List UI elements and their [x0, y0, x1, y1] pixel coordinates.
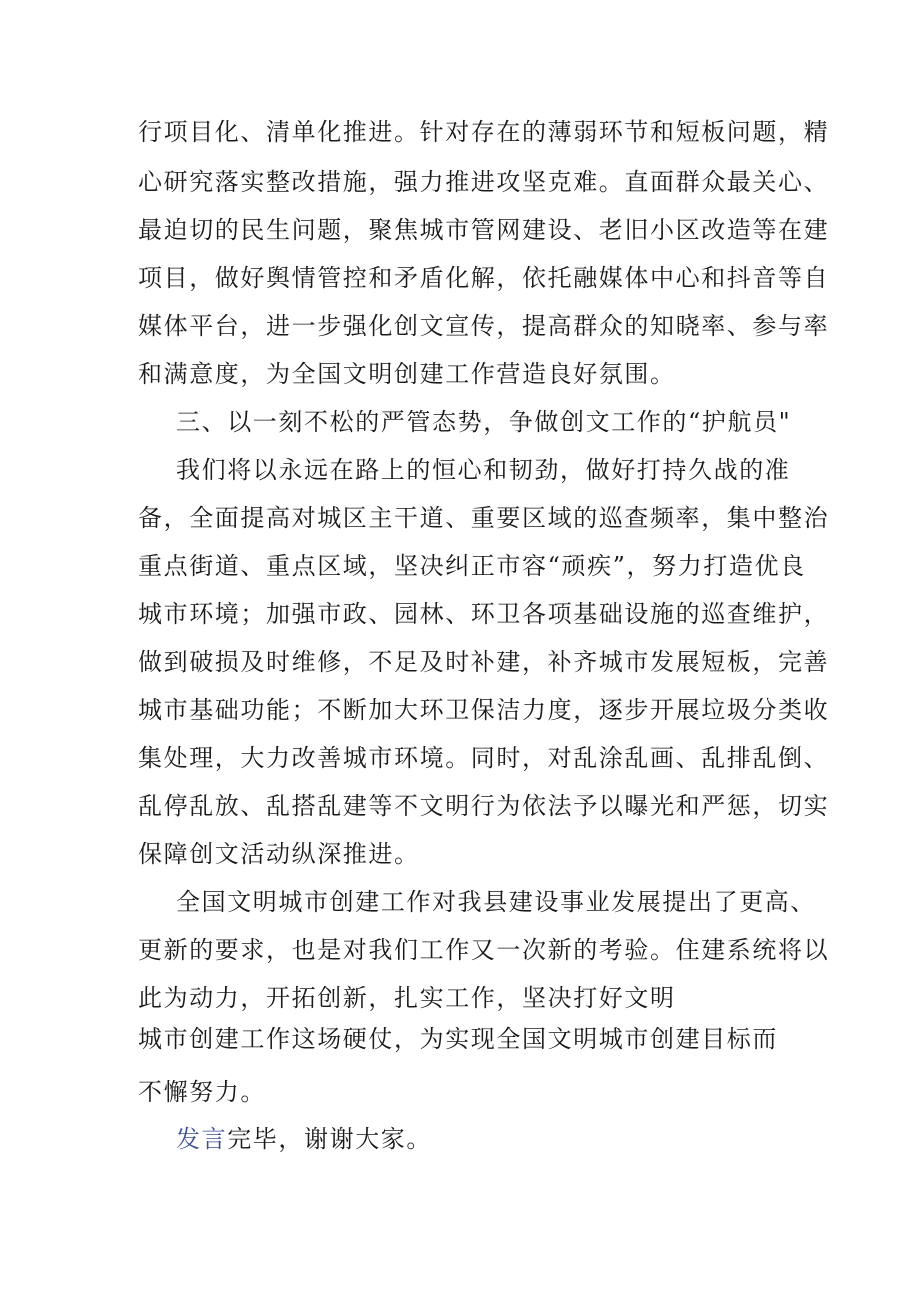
paragraph-1-line-1: 行项目化、清单化推进。针对存在的薄弱环节和短板问题，精: [138, 118, 830, 146]
closing-line: [176, 1124, 432, 1154]
paragraph-1-line-4: 项目，做好舆情管控和矛盾化解，依托融媒体中心和抖音等自: [138, 264, 830, 292]
paragraph-2-line-8: 乱停乱放、乱搭乱建等不文明行为依法予以曝光和严惩，切实: [138, 792, 830, 820]
paragraph-2-line-4: 城市环境；加强市政、园林、环卫各项基础设施的巡查维护，: [138, 600, 830, 628]
closing-rest-text: 完毕，谢谢大家。: [227, 1125, 433, 1153]
paragraph-1-line-5: 媒体平台，进一步强化创文宣传，提高群众的知晓率、参与率: [138, 312, 830, 340]
paragraph-1-line-2: 心研究落实整改措施，强力推进攻坚克难。直面群众最关心、: [138, 168, 830, 196]
paragraph-2-line-6: 城市基础功能；不断加大环卫保洁力度，逐步开展垃圾分类收: [138, 696, 830, 724]
paragraph-2-line-7: 集处理，大力改善城市环境。同时，对乱涂乱画、乱排乱倒、: [138, 744, 830, 772]
paragraph-2-line-2: 备，全面提高对城区主干道、重要区域的巡查频率，集中整治: [138, 504, 830, 532]
closing-accent-text: 发言: [176, 1125, 228, 1153]
paragraph-3-line-2: 更新的要求，也是对我们工作又一次新的考验。住建系统将以: [138, 936, 830, 964]
paragraph-2-line-1: 我们将以永远在路上的恒心和韧劲，做好打持久战的准: [176, 456, 791, 484]
paragraph-3-line-3: 此为动力，开拓创新，扎实工作，坚决打好文明: [138, 984, 676, 1012]
section-3-heading: 三、以一刻不松的严管态势，争做创文工作的“护航员": [176, 408, 792, 436]
paragraph-1-line-3: 最迫切的民生问题，聚焦城市管网建设、老旧小区改造等在建: [138, 216, 830, 244]
paragraph-3-line-5: 不懈努力。: [138, 1078, 266, 1106]
paragraph-3-line-4: 城市创建工作这场硬仗，为实现全国文明城市创建目标而: [138, 1025, 778, 1053]
paragraph-2-line-9: 保障创文活动纵深推进。: [138, 840, 420, 868]
paragraph-3-line-1: 全国文明城市创建工作对我县建设事业发展提出了更高、: [176, 888, 816, 916]
paragraph-2-line-3: 重点街道、重点区域，坚决纠正市容“顽疾”，努力打造优良: [138, 552, 806, 580]
paragraph-2-line-5: 做到破损及时维修，不足及时补建，补齐城市发展短板，完善: [138, 648, 830, 676]
paragraph-1-line-6: 和满意度，为全国文明创建工作营造良好氛围。: [138, 360, 676, 388]
